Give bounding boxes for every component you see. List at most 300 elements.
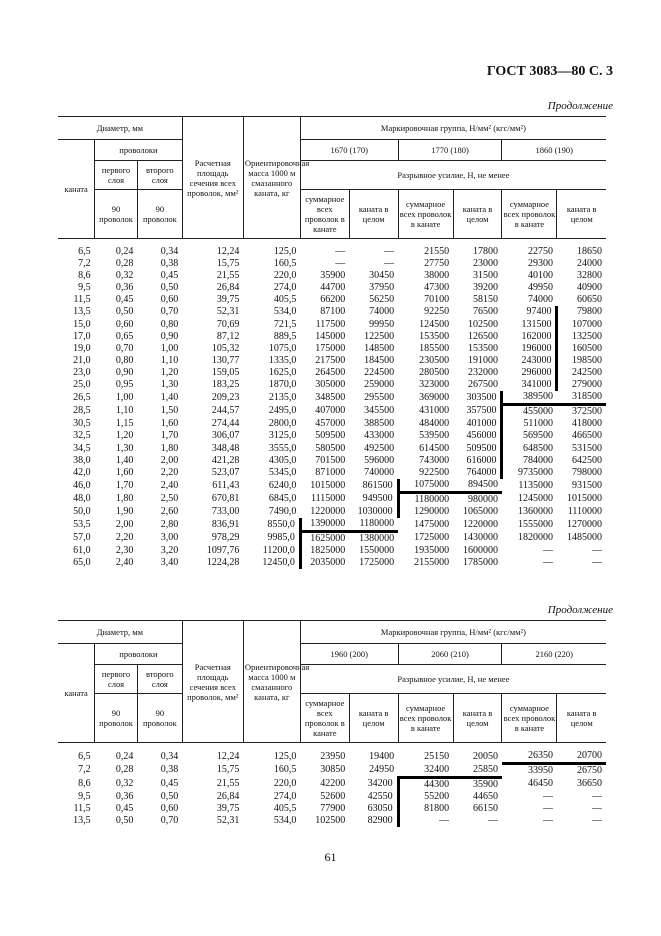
table-cell: 32800: [577, 270, 602, 282]
table-cell: 124500: [419, 318, 450, 330]
table-cell: 11,5: [73, 802, 91, 814]
table-row: [58, 319, 606, 331]
table-cell: 431000: [419, 405, 450, 417]
table-cell: 224500: [364, 366, 395, 378]
table-cell: 39,75: [216, 294, 240, 306]
table-cell: 1600000: [462, 545, 498, 557]
table-cell: 1,10: [160, 354, 179, 366]
table-cell: 6845,0: [268, 493, 297, 505]
table-cell: 1,60: [160, 418, 179, 430]
table-cell: 25,0: [73, 379, 91, 391]
table-cell: 9735000: [502, 467, 557, 479]
table-cell: 33950: [527, 765, 553, 777]
table-cell: 160,5: [273, 764, 297, 776]
table-row: [58, 764, 606, 778]
table-cell: 12450,0: [262, 557, 295, 569]
table-row: [58, 791, 606, 803]
table-cell: 185500: [419, 342, 450, 354]
table-cell: 369000: [419, 391, 450, 403]
rope-whole-header-2: каната в целом: [453, 694, 502, 743]
first-layer-header: первого слоя: [95, 161, 138, 190]
table-cell: 132500: [557, 331, 606, 343]
table-cell: 2,00: [115, 518, 134, 530]
table-cell: 44700: [320, 282, 346, 294]
table-2-body: [58, 743, 606, 828]
table-cell: 456000: [466, 430, 497, 442]
table-cell: 44300: [398, 777, 453, 791]
table-cell: 74000: [527, 294, 553, 306]
table-cell: 25850: [453, 764, 502, 778]
table-cell: 280500: [419, 366, 450, 378]
rope-whole-header-3: каната в целом: [557, 694, 606, 743]
table-cell: 0,38: [160, 764, 179, 776]
grade-header: Маркировочная группа, Н/мм² (кгс/мм²): [300, 621, 606, 644]
table-cell: 21,0: [73, 354, 91, 366]
table-cell: 42550: [367, 790, 393, 802]
document-header: ГОСТ 3083—80 С. 3: [486, 64, 613, 79]
table-cell: 2035000: [300, 557, 349, 569]
wire-count-1: 90 проволок: [95, 190, 138, 239]
table-cell: 37950: [369, 282, 395, 294]
table-cell: 1,50: [160, 405, 179, 417]
table-cell: 348500: [315, 391, 346, 403]
table-cell: 220,0: [273, 777, 297, 789]
table-cell: 389500: [502, 391, 557, 405]
table-cell: 303500: [466, 391, 497, 403]
table-row: [58, 455, 606, 467]
table-cell: 889,5: [273, 330, 297, 342]
table-cell: 29300: [527, 258, 553, 270]
table-cell: 191000: [467, 354, 498, 366]
table-cell: 611,43: [212, 479, 240, 491]
table-cell: 8550,0: [267, 518, 295, 530]
sum-header-2: суммарное всех проволок в канате: [398, 694, 453, 743]
rope-header: каната: [58, 140, 95, 239]
table-cell: 148500: [364, 342, 395, 354]
table-cell: 2800,0: [268, 418, 297, 430]
table-cell: 306,07: [211, 430, 240, 442]
table-cell: 0,70: [160, 306, 179, 318]
table-cell: 3125,0: [268, 430, 297, 442]
table-cell: 220,0: [273, 270, 297, 282]
table-cell: 534,0: [273, 306, 297, 318]
table-cell: 1290000: [398, 506, 453, 518]
table-cell: 1,30: [115, 442, 134, 454]
table-cell: —: [487, 814, 498, 826]
table-cell: 244,57: [211, 405, 240, 417]
table-cell: 2,40: [160, 479, 179, 491]
table-cell: 65,0: [73, 557, 91, 569]
rope-table-2: [58, 620, 606, 827]
rope-whole-header-2: каната в целом: [453, 190, 502, 239]
table-cell: 1224,28: [206, 557, 240, 569]
table-cell: 1335,0: [268, 354, 297, 366]
table-cell: —: [542, 557, 553, 569]
table-cell: 523,07: [211, 466, 240, 478]
table-cell: 97400: [526, 306, 552, 318]
table-cell: 50,0: [73, 505, 91, 517]
table-cell: 66200: [320, 294, 346, 306]
table-row: [58, 803, 606, 815]
wire-count-2: 90 проволок: [137, 190, 182, 239]
table-cell: 0,36: [115, 790, 134, 802]
table-cell: 42,0: [73, 466, 91, 478]
table-cell: 1115000: [310, 493, 346, 505]
table-cell: 1625000: [300, 532, 349, 546]
table-cell: 56250: [369, 294, 395, 306]
table-row: [58, 379, 606, 391]
table-cell: 153500: [419, 330, 450, 342]
sum-header-2: суммарное всех проволок в канате: [398, 190, 453, 239]
table-cell: 9985,0: [267, 532, 295, 544]
table-cell: 0,50: [160, 282, 179, 294]
sum-header-3: суммарное всех проволок в канате: [502, 190, 557, 239]
table-cell: 243000: [521, 354, 552, 366]
table-cell: 2,00: [160, 454, 179, 466]
table-cell: 1,80: [115, 493, 134, 505]
table-cell: 4305,0: [268, 454, 297, 466]
table-cell: 122500: [364, 330, 395, 342]
table-cell: 1180000: [398, 492, 453, 506]
rope-whole-header-1: каната в целом: [349, 190, 398, 239]
table-cell: 2,80: [160, 518, 179, 530]
table-cell: 77900: [320, 802, 346, 814]
table-cell: 232000: [467, 366, 498, 378]
table-cell: 38,0: [73, 454, 91, 466]
table-cell: 418000: [572, 418, 602, 430]
table-cell: 46450: [527, 777, 553, 789]
table-cell: 6240,0: [268, 479, 297, 491]
table-cell: 388500: [364, 418, 395, 430]
grade-2: 1770 (180): [398, 140, 502, 161]
table-cell: 27750: [424, 258, 450, 270]
table-cell: 30,5: [73, 418, 91, 430]
table-cell: 23000: [472, 258, 498, 270]
table-cell: 7490,0: [268, 505, 297, 517]
table-cell: 23950: [320, 750, 346, 762]
table-cell: 1220000: [310, 505, 346, 517]
table-cell: —: [542, 545, 553, 557]
table-cell: 125,0: [273, 246, 297, 257]
table-cell: —: [384, 246, 395, 257]
table-cell: 48,0: [73, 493, 91, 505]
table-cell: 125,0: [273, 750, 297, 762]
wire-count-2: 90 проволок: [137, 694, 182, 743]
table-cell: —: [398, 815, 453, 827]
table-cell: 1485000: [567, 532, 602, 544]
table-cell: 1,20: [160, 366, 179, 378]
table-cell: 405,5: [273, 294, 297, 306]
table-cell: 949500: [362, 493, 393, 505]
table-cell: 184500: [364, 354, 395, 366]
table-cell: 81800: [398, 803, 453, 815]
table-cell: 1555000: [517, 518, 553, 530]
table-cell: 743000: [419, 454, 450, 466]
table-cell: 1725000: [414, 532, 450, 544]
table-cell: 102500: [467, 318, 498, 330]
table-cell: 1550000: [359, 545, 395, 557]
table-cell: —: [542, 814, 553, 826]
table-cell: 267500: [467, 379, 498, 391]
table-cell: 1075,0: [268, 342, 297, 354]
table-cell: 82900: [367, 814, 393, 826]
table-cell: 642500: [572, 454, 602, 466]
table-cell: 323000: [419, 379, 450, 391]
table-cell: 0,60: [160, 294, 179, 306]
table-cell: 12,24: [216, 750, 240, 762]
table-cell: 764000: [466, 466, 497, 478]
table-cell: 798000: [572, 466, 602, 478]
table-cell: 19,0: [73, 342, 91, 354]
table-cell: 28,5: [73, 405, 91, 417]
table-cell: 9,5: [78, 282, 91, 294]
table-cell: 7,2: [78, 258, 91, 270]
table-cell: 15,75: [216, 258, 240, 270]
table-cell: 2495,0: [268, 405, 297, 417]
table-cell: 63050: [367, 802, 393, 814]
table-cell: 26350: [502, 743, 557, 764]
table-cell: 61,0: [73, 545, 91, 557]
table-cell: 348,48: [211, 442, 240, 454]
table-cell: 0,36: [115, 282, 134, 294]
table-cell: 0,32: [115, 777, 134, 789]
area-header: Расчетная площадь сечения всех проволок, мм²: [182, 621, 243, 743]
table-cell: 511000: [502, 418, 557, 430]
table-row: [58, 777, 606, 791]
table-cell: 0,90: [115, 366, 134, 378]
table-cell: 0,34: [160, 750, 179, 762]
table-cell: —: [384, 258, 395, 270]
table-row: [58, 418, 606, 430]
table-cell: 274,0: [273, 282, 297, 294]
table-cell: 1220000: [462, 518, 498, 530]
continued-label-1: Продолжение: [547, 100, 613, 112]
table-cell: 5345,0: [268, 466, 297, 478]
sum-header-3: суммарное всех проволок в канате: [502, 694, 557, 743]
table-row: [58, 405, 606, 419]
table-cell: 0,38: [160, 258, 179, 270]
table-cell: 980000: [467, 493, 498, 505]
table-cell: 19400: [369, 750, 395, 762]
table-cell: 153500: [467, 342, 498, 354]
table-cell: 0,45: [115, 802, 134, 814]
table-row: [58, 270, 606, 282]
table-cell: 0,45: [160, 777, 179, 789]
table-cell: 455000: [502, 405, 557, 419]
table-cell: 39200: [472, 282, 498, 294]
table-cell: 3,40: [160, 557, 179, 569]
table-cell: 1,15: [115, 418, 134, 430]
table-cell: 162000: [521, 330, 552, 342]
table-cell: 160500: [557, 343, 606, 355]
table-cell: 0,28: [115, 764, 134, 776]
table-cell: 12,24: [216, 246, 240, 257]
table-cell: 0,65: [115, 330, 134, 342]
table-cell: 534,0: [273, 814, 297, 826]
table-cell: 2155000: [414, 557, 450, 569]
table-cell: 1870,0: [268, 379, 297, 391]
rope-header: каната: [58, 644, 95, 743]
table-cell: 26,84: [216, 790, 240, 802]
table-cell: 21,55: [216, 270, 240, 282]
table-cell: —: [542, 802, 553, 814]
table-cell: 1380000: [359, 533, 395, 545]
table-cell: 701500: [315, 454, 346, 466]
table-cell: 492500: [364, 442, 395, 454]
table-cell: 1,60: [115, 466, 134, 478]
table-cell: 2,50: [160, 493, 179, 505]
page-number: 61: [324, 850, 337, 864]
grade-header: Маркировочная группа, Н/мм² (кгс/мм²): [300, 117, 606, 140]
table-cell: 217500: [315, 354, 346, 366]
table-cell: 457000: [315, 418, 346, 430]
table-cell: 0,90: [160, 330, 179, 342]
table-cell: 1390000: [300, 518, 349, 532]
area-header: Расчетная площадь сечения всех проволок, мм²: [182, 117, 243, 239]
rope-table-1: [58, 116, 606, 569]
grade-3: 1860 (190): [502, 140, 606, 161]
table-row: [58, 557, 606, 569]
table-cell: 105,32: [211, 342, 240, 354]
table-cell: 0,28: [115, 258, 134, 270]
table-cell: 0,24: [115, 246, 134, 257]
table-cell: 740000: [364, 466, 395, 478]
table-cell: 17,0: [73, 330, 91, 342]
table-row: [58, 391, 606, 405]
table-cell: 18650: [577, 246, 602, 257]
table-cell: 198500: [557, 355, 606, 367]
table-cell: 25150: [424, 750, 450, 762]
table-cell: 175000: [315, 342, 346, 354]
wires-header: проволоки: [95, 140, 183, 161]
table-cell: 34,5: [73, 442, 91, 454]
table-cell: 8,6: [78, 270, 91, 282]
table-cell: 9,5: [78, 790, 91, 802]
grade-1: 1960 (200): [300, 644, 398, 665]
table-cell: 60650: [577, 294, 602, 306]
table-cell: 1825000: [300, 545, 349, 557]
table-cell: 264500: [315, 366, 346, 378]
table-cell: 15,75: [216, 764, 240, 776]
table-cell: 0,45: [160, 270, 179, 282]
table-cell: 31500: [472, 270, 498, 282]
table-cell: —: [592, 814, 602, 826]
table-cell: 466500: [572, 430, 602, 442]
table-cell: 531500: [572, 442, 602, 454]
table-cell: 871000: [315, 466, 346, 478]
table-cell: 145000: [315, 330, 346, 342]
table-cell: 79800: [557, 306, 606, 318]
table-cell: —: [335, 246, 346, 257]
table-cell: 1270000: [567, 518, 602, 530]
table-cell: —: [542, 790, 553, 802]
table-cell: 279000: [557, 379, 606, 391]
table-cell: 1,40: [160, 391, 179, 403]
table-row: [58, 306, 606, 318]
table-cell: 1,30: [160, 379, 179, 391]
table-cell: 99950: [369, 318, 395, 330]
table-row: [58, 545, 606, 557]
table-cell: 407000: [315, 405, 346, 417]
table-cell: 2,30: [115, 545, 134, 557]
table-cell: 52600: [320, 790, 346, 802]
table-row: [58, 479, 606, 493]
table-cell: 1,20: [115, 430, 134, 442]
table-cell: 484000: [419, 418, 450, 430]
table-row: [58, 239, 606, 259]
grade-2: 2060 (210): [398, 644, 502, 665]
table-cell: 0,60: [115, 318, 134, 330]
table-cell: 24950: [369, 764, 395, 776]
table-cell: —: [335, 258, 346, 270]
table-cell: 35900: [472, 778, 498, 790]
table-cell: 39,75: [216, 802, 240, 814]
table-cell: 24000: [577, 258, 602, 270]
table-row: [58, 294, 606, 306]
table-row: [58, 443, 606, 455]
table-cell: 2,60: [160, 505, 179, 517]
table-cell: 1065000: [462, 505, 498, 517]
table-cell: 117500: [315, 318, 346, 330]
table-cell: 8,6: [78, 777, 91, 789]
table-cell: 52,31: [216, 306, 240, 318]
table-cell: 978,29: [211, 532, 240, 544]
table-cell: 70100: [424, 294, 450, 306]
table-cell: 131500: [521, 318, 552, 330]
table-cell: 55200: [398, 791, 453, 803]
table-cell: 509500: [315, 430, 346, 442]
table-cell: 1430000: [462, 532, 498, 544]
table-cell: 0,50: [115, 306, 134, 318]
table-cell: 670,81: [211, 493, 240, 505]
table-cell: 836,91: [211, 518, 240, 530]
table-cell: 49950: [527, 282, 553, 294]
table-cell: 22750: [527, 246, 553, 257]
table-cell: 58150: [472, 294, 498, 306]
table-cell: 35900: [320, 270, 346, 282]
table-cell: 20700: [557, 743, 606, 764]
table-cell: 53,5: [73, 518, 91, 530]
table-cell: 1820000: [517, 532, 553, 544]
table-cell: 57,0: [73, 532, 91, 544]
table-cell: 1,10: [115, 405, 134, 417]
table-row: [58, 506, 606, 518]
table-cell: 922500: [419, 466, 450, 478]
table-cell: 1725000: [359, 557, 395, 569]
table-row: [58, 743, 606, 764]
mass-header: Ориентировочная масса 1000 м смазанного каната, кг: [243, 117, 300, 239]
table-cell: 0,70: [160, 814, 179, 826]
table-cell: —: [592, 557, 602, 569]
table-cell: 13,5: [73, 814, 91, 826]
table-cell: 74000: [369, 306, 395, 318]
table-cell: 274,0: [273, 790, 297, 802]
second-layer-header: второго слоя: [137, 161, 182, 190]
table-cell: 160,5: [273, 258, 297, 270]
table-cell: 405,5: [273, 802, 297, 814]
table-row: [58, 258, 606, 270]
table-cell: 0,45: [115, 294, 134, 306]
table-cell: 296000: [521, 366, 552, 378]
table-cell: 230500: [419, 354, 450, 366]
table-cell: 616000: [466, 454, 497, 466]
table-cell: 1030000: [357, 505, 393, 517]
table-cell: 32400: [398, 764, 453, 778]
table-cell: 26750: [577, 765, 602, 777]
mass-header: Ориентировочная масса 1000 м смазанного каната, кг: [243, 621, 300, 743]
table-cell: —: [592, 790, 602, 802]
table-cell: 23,0: [73, 366, 91, 378]
